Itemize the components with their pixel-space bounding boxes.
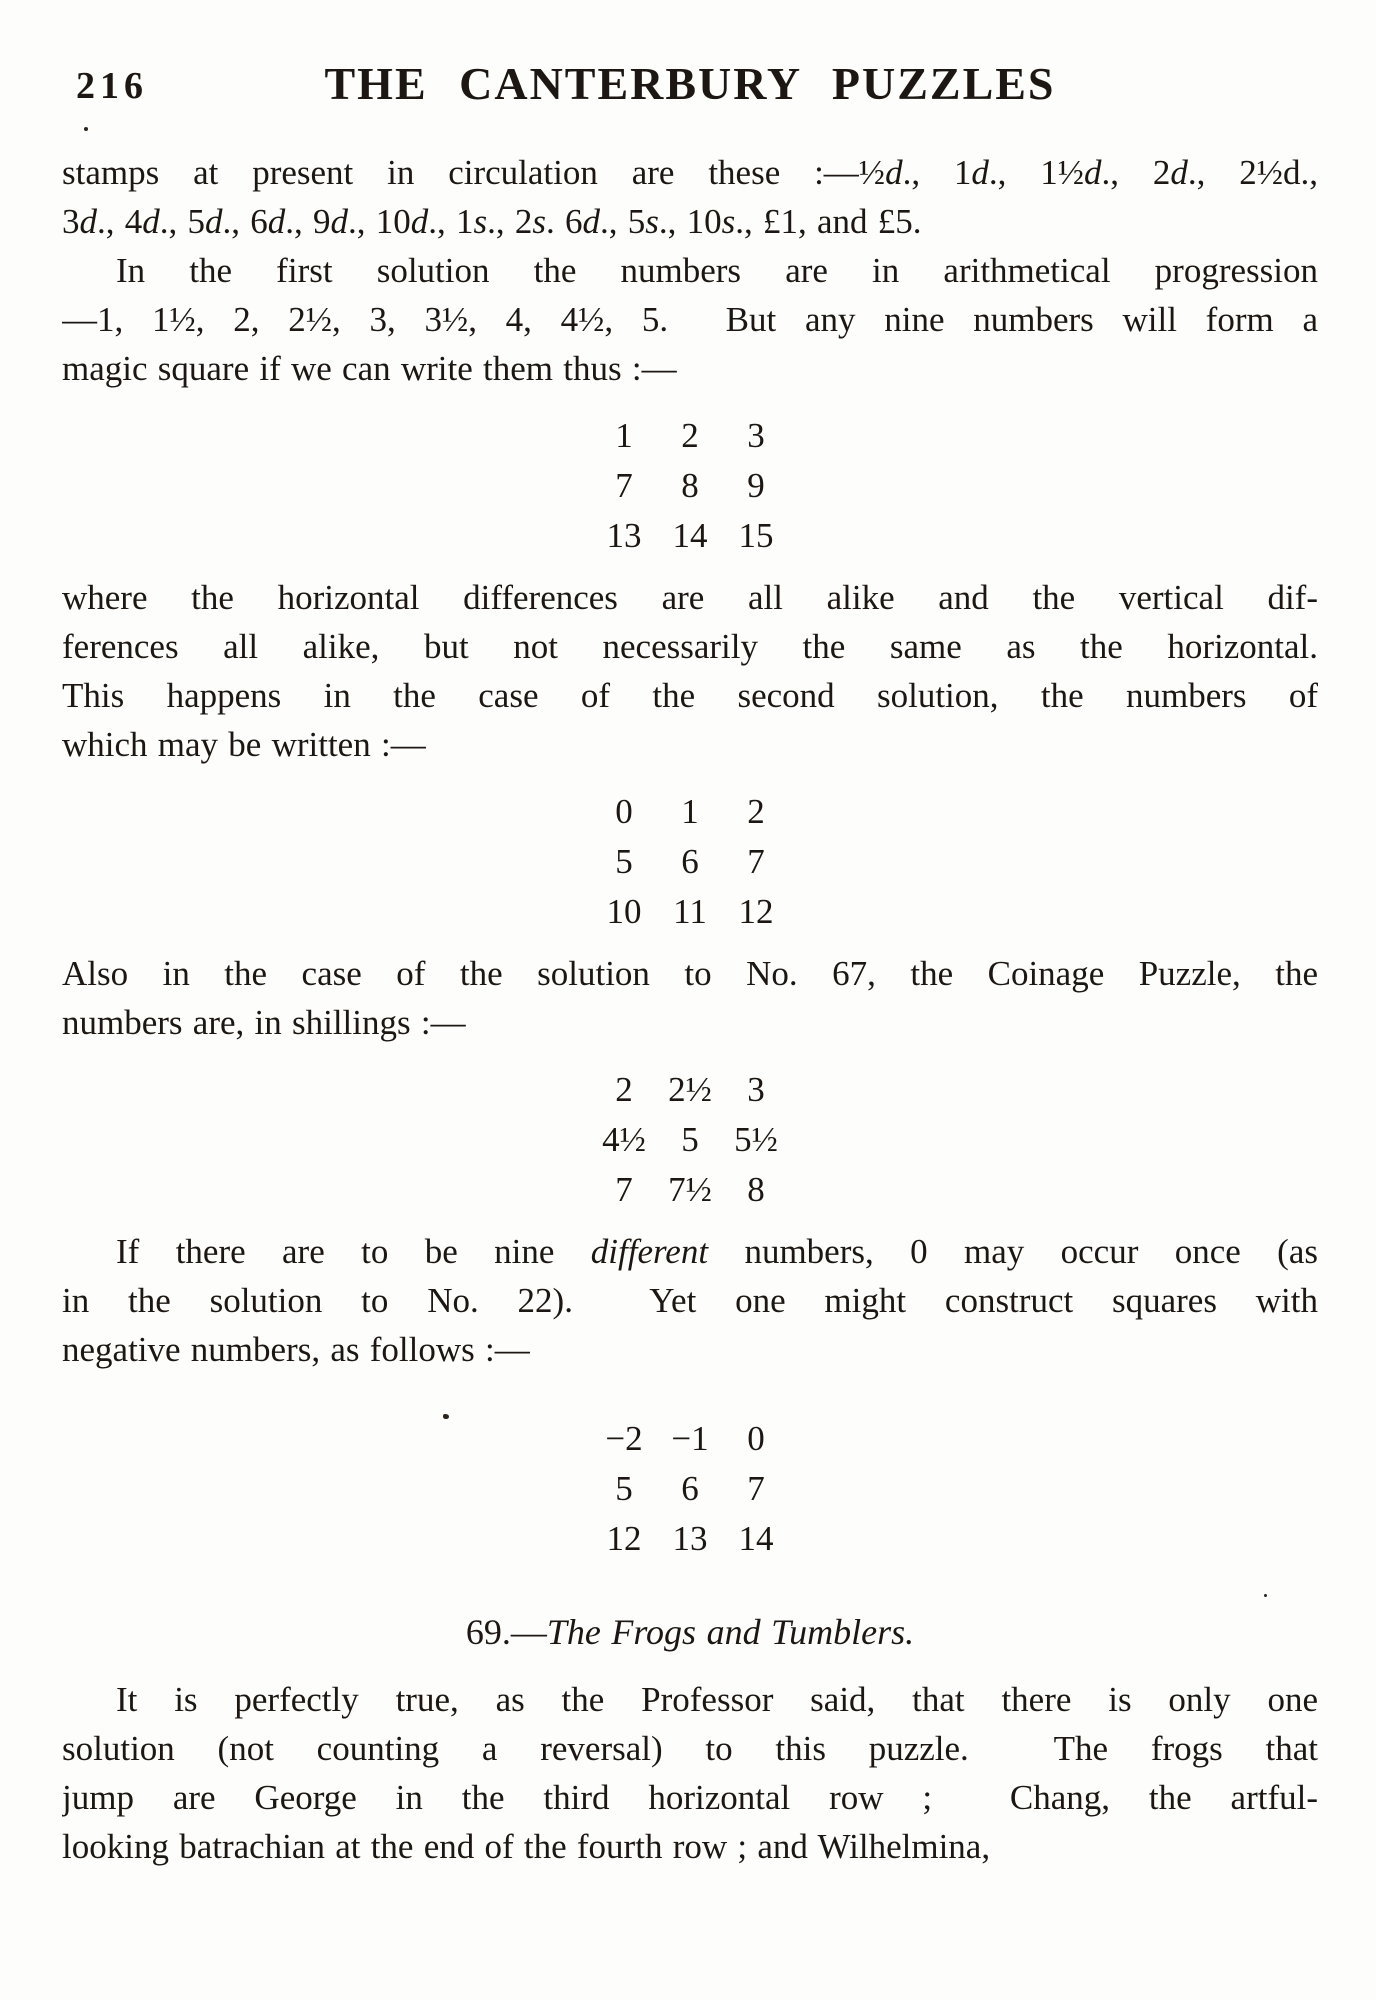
text-run: magic square if we can write them thus :— xyxy=(62,349,677,388)
text-run: ., 2½d., xyxy=(1187,153,1318,192)
text-line xyxy=(62,622,1318,671)
running-header xyxy=(62,50,1318,108)
grid-cell: 13 xyxy=(672,1519,708,1558)
grid-cell: 11 xyxy=(673,892,707,931)
ink-speck xyxy=(84,127,88,131)
text-run: ., 4 xyxy=(97,202,143,241)
text-line xyxy=(62,1276,1318,1325)
text-run: 3 xyxy=(62,202,80,241)
italic-text-run: s xyxy=(532,202,546,241)
grid-cell: 5 xyxy=(615,842,633,881)
italic-text-run: d xyxy=(205,202,223,241)
text-run: stamps at present in circulation are these :—½ xyxy=(62,153,886,192)
italic-text-run: d xyxy=(885,153,903,192)
magic-square-2 xyxy=(593,787,787,937)
grid-cell: 5 xyxy=(615,1469,633,1508)
grid-cell: 1 xyxy=(681,792,699,831)
grid-cell: 14 xyxy=(738,1519,774,1558)
italic-text-run: d xyxy=(142,202,160,241)
grid-cell: 6 xyxy=(681,1469,699,1508)
text-run: ., £1, and £5. xyxy=(735,202,922,241)
grid-cell: 5 xyxy=(681,1120,699,1159)
text-run: ., 2 xyxy=(1101,153,1171,192)
text-run: in the solution to No. 22). Yet one might construct squares with xyxy=(62,1281,1318,1320)
grid-cell: 7½ xyxy=(668,1170,712,1209)
text-line xyxy=(62,295,1318,344)
text-run: jump are George in the third horizontal row ; Chang, the artful- xyxy=(62,1778,1318,1817)
text-run: looking batrachian at the end of the fourth row ; and Wilhelmina, xyxy=(62,1827,991,1866)
italic-text-run: s xyxy=(473,202,488,241)
italic-text-run: d xyxy=(1084,153,1102,192)
paragraph-differences xyxy=(62,573,1318,769)
page-title: THE CANTERBURY PUZZLES xyxy=(324,58,1056,109)
grid-cell: 3 xyxy=(747,1070,765,1109)
text-run: ., 2 xyxy=(487,202,533,241)
text-run: This happens in the case of the second solution, the numbers of xyxy=(62,676,1318,715)
grid-cell: 15 xyxy=(738,516,774,555)
text-run: ferences all alike, but not necessarily the same as the horizontal. xyxy=(62,627,1318,666)
text-line xyxy=(62,344,1318,393)
grid-cell: 7 xyxy=(615,1170,633,1209)
grid-cell: 2½ xyxy=(668,1070,712,1109)
text-run: If there are to be nine xyxy=(116,1232,591,1271)
grid-cell: 12 xyxy=(738,892,774,931)
text-line xyxy=(62,1724,1318,1773)
text-line xyxy=(62,246,1318,295)
grid-cell: 0 xyxy=(615,792,633,831)
italic-text-run: d xyxy=(330,202,348,241)
text-run: negative numbers, as follows :— xyxy=(62,1330,530,1369)
grid-cell: 2 xyxy=(681,416,699,455)
grid-cell: 7 xyxy=(747,842,765,881)
text-run: solution (not counting a reversal) to this puzzle. The frogs that xyxy=(62,1729,1318,1768)
italic-text-run: The Frogs and Tumblers. xyxy=(546,1612,915,1652)
italic-text-run: s xyxy=(721,202,736,241)
grid-cell: 7 xyxy=(615,466,633,505)
italic-text-run: different xyxy=(590,1232,709,1271)
text-run: ., 6 xyxy=(222,202,268,241)
text-run: Also in the case of the solution to No. 67, the Coinage Puzzle, the xyxy=(62,954,1318,993)
magic-square-1 xyxy=(593,411,787,561)
text-run: —1, 1½, 2, 2½, 3, 3½, 4, 4½, 5. But any nine numbers will form a xyxy=(62,300,1318,339)
grid-cell: 1 xyxy=(615,416,633,455)
paragraph-coinage xyxy=(62,949,1318,1047)
text-run: ., 1 xyxy=(902,153,972,192)
italic-text-run: d xyxy=(267,202,286,241)
text-run: ., 10 xyxy=(348,202,411,241)
italic-text-run: d xyxy=(971,153,989,192)
text-line xyxy=(62,1325,1318,1374)
text-run: where the horizontal differences are all alike and the vertical dif- xyxy=(62,578,1318,617)
text-line xyxy=(62,1675,1318,1724)
text-run: ., 10 xyxy=(658,202,722,241)
magic-square-3 xyxy=(593,1065,787,1215)
italic-text-run: d xyxy=(1170,153,1188,192)
grid-cell: 14 xyxy=(672,516,708,555)
text-run: 69.— xyxy=(465,1612,547,1652)
text-line xyxy=(62,1773,1318,1822)
text-run: ., 5 xyxy=(159,202,205,241)
text-line xyxy=(62,949,1318,998)
ink-speck xyxy=(443,1414,449,1419)
text-line xyxy=(62,148,1318,197)
text-run: It is perfectly true, as the Professor said, that there is only one xyxy=(116,1680,1318,1719)
text-run: ., 5 xyxy=(600,202,646,241)
text-run: In the first solution the numbers are in arithmetical progression xyxy=(116,251,1318,290)
text-line xyxy=(62,1822,1318,1871)
grid-cell: 2 xyxy=(615,1070,633,1109)
italic-text-run: d xyxy=(79,202,97,241)
grid-cell: 9 xyxy=(747,466,765,505)
grid-cell: 6 xyxy=(681,842,699,881)
grid-cell: 5½ xyxy=(734,1120,778,1159)
text-run: numbers are, in shillings :— xyxy=(62,1003,466,1042)
grid-cell: 10 xyxy=(606,892,642,931)
text-line xyxy=(62,720,1318,769)
grid-cell: 8 xyxy=(681,466,699,505)
text-line xyxy=(62,1227,1318,1276)
page-number: 216 xyxy=(76,65,148,107)
grid-cell: −2 xyxy=(605,1419,643,1458)
paragraph-stamps xyxy=(62,148,1318,246)
italic-text-run: d xyxy=(410,202,429,241)
grid-cell: 12 xyxy=(606,1519,642,1558)
grid-cell: 7 xyxy=(747,1469,765,1508)
text-run: numbers, 0 may occur once (as xyxy=(708,1232,1318,1271)
grid-cell: 8 xyxy=(747,1170,765,1209)
text-run: ., 1½ xyxy=(988,153,1085,192)
text-line xyxy=(62,1608,1318,1657)
magic-square-4 xyxy=(593,1414,787,1564)
section-heading-69 xyxy=(62,1608,1318,1657)
paragraph-first-solution xyxy=(62,246,1318,393)
italic-text-run: d xyxy=(582,202,600,241)
grid-cell: 3 xyxy=(747,416,765,455)
text-line xyxy=(62,671,1318,720)
text-run: which may be written :— xyxy=(62,725,426,764)
text-run: . 6 xyxy=(546,202,583,241)
text-line xyxy=(62,197,1318,246)
page-body xyxy=(62,148,1318,1871)
grid-cell: −1 xyxy=(671,1419,709,1458)
text-line xyxy=(62,573,1318,622)
paragraph-negative-numbers xyxy=(62,1227,1318,1374)
grid-cell: 4½ xyxy=(602,1120,646,1159)
text-line xyxy=(62,998,1318,1047)
grid-cell: 0 xyxy=(747,1419,765,1458)
grid-cell: 2 xyxy=(747,792,765,831)
italic-text-run: s xyxy=(645,202,659,241)
text-run: ., 1 xyxy=(428,202,474,241)
text-run: ., 9 xyxy=(285,202,331,241)
ink-speck xyxy=(1264,1594,1267,1597)
grid-cell: 13 xyxy=(606,516,642,555)
paragraph-frogs-solution xyxy=(62,1675,1318,1871)
